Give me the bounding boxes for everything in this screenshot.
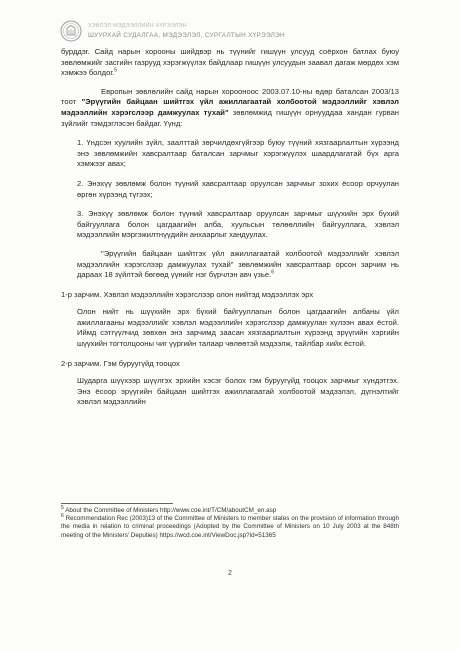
footnote-5: $^5$ About the Committee of Ministers http://www.coe.int/T/CM/aboutCM_en.asp xyxy=(61,504,277,514)
footnotes xyxy=(61,503,399,540)
footnote-6: $^6$ Recommendation Rec (2003)13 of the Committee of Ministers to member states on the provision of information through the media in relation to criminal proceedings (Adopted by the Committee of Ministers on 10 July 2003 at the 848th meeting of the Ministers' Deputies) https://wcd.coe.int/ViewDoc.jsp?id=51365 xyxy=(61,513,400,539)
recommendation-title: "Эрүүгийн байцаан шийтгэх үйл ажиллагаатай холбоотой мэдээллийг хэвлэл мэдээллийн хэрэгслээр дамжуулах тухай" xyxy=(61,97,399,117)
institute-emblem-icon xyxy=(60,20,82,42)
intro-paragraph: бурддэг. Сайд нарын хорооны шийдвэр нь түүнийг гишүүн улсууд соёрхон батлах буюу зөвлөмжийг засгийн газрууд хэрэгжүүлэх байдлаар гишүүн улсуудын заавал дагаж мөрдөх хэм хэмжээ болдог.$^5$ xyxy=(61,47,399,78)
principle-2-text: Шударга шүүхээр шүүлгэх эрхийн хэсэг болох гэм буруугүйд тооцох зарчмыг хүндэтгэх. Энэ ёсоор эрүүгийн байцаан шийтгэх ажиллагаатай холбоотой мэдээлэл, дүгнэлтийг хэвлэл мэдээллийн xyxy=(77,376,399,407)
page-header xyxy=(60,18,285,44)
principles-intro-paragraph: "Эрүүгийн байцаан шийтгэх үйл ажиллагаатай холбоотой мэдээллийг хэвлэл мэдээллийн хэрэгслээр дамжуулах тухай" зөвлөмжийн хавсралтаар орсон зарчим нь дараах 18 зүйлтэй бөгөөд үүнийг нэг бүрчлэн авч үзье.$^6$ xyxy=(77,248,399,280)
header-text xyxy=(88,22,285,40)
principle-1-text: Олон нийт нь шүүхийн эрх бүхий байгууллагын болон цагдаагийн албаны үйл ажиллагааны мэдээллийг хэвлэл мэдээллийн хэрэгслээр дамжуулан хүлээн авах ёстой. Иймд сэтгүүлчид зөвхөн энэ зарчимд заасан хязгаарлалтын хүрээнд эрүүгийн хэргийн шүүхийн тогтолцооны чиг үүргийн талаар чөлөөтэй мэдээлж, тайлбар хийх ёстой. xyxy=(77,307,399,349)
point-1: 1. Үндсэн хуулийн зүйл, заалттай зөрчилдөхгүйгээр буюу түүний хязгаарлалтын хүрээнд энэ зөвлөмжийн хавсралтаар баталсан зарчмыг хэрэгжүүлэх шаардлагатай бүх арга хэмжээг авах; xyxy=(77,138,399,169)
page-number: 2 xyxy=(228,570,232,577)
footnote-divider xyxy=(61,503,173,504)
principle-1-title: 1-р зарчим. Хэвлэл мэдээллийн хэрэгслээр олон нийтэд мэдээллэх эрх xyxy=(61,289,314,299)
footnote-ref-6[interactable]: 6 xyxy=(271,269,274,276)
header-top-line: ХЭВЛЭЛ МЭДЭЭЛЛИЙН ХҮРЭЭЛЭН xyxy=(88,23,187,29)
point-3: 3. Энэхүү зөвлөмж болон түүний хавсралтаар оруулсан зарчмыг шүүхийн эрх бүхий байгууллага болон цагдаагийн алба, хуульсын төлөөллийн байгууллага, хэвлэл мэдээллийн мэргэжилтнүүдийн анхаарлыг хандуулах. xyxy=(77,209,399,240)
principle-2-title: 2-р зарчим. Гэм буруугүйд тооцох xyxy=(61,358,180,368)
point-2: 2. Энэхүү зөвлөмж болон түүний хавсралтаар оруулсан зарчмыг зохих ёсоор орчуулан өргөн хүрээнд түгээх; xyxy=(77,178,399,199)
european-council-paragraph: Европын зөвлөлийн сайд нарын хорооноос 2003.07.10-ны өдөр баталсан 2003/13 тоот "Эрүүгийн байцаан шийтгэх үйл ажиллагаатай холбоотой мэдээллийг хэвлэл мэдээллийн хэрэгслээр дамжуулах тухай" зөвлөмжид гишүүн орнууддаа хандан гурван зүйлийг тэмдэглэсэн байдаг. Үүнд: xyxy=(61,86,400,128)
header-org-name: ШУУРХАЙ СУДАЛГАА, МЭДЭЭЛЭЛ, СУРГАЛТЫН ХҮРЭЭЛЭН xyxy=(88,32,285,39)
footnote-ref-5[interactable]: 5 xyxy=(114,67,118,74)
document-body xyxy=(61,47,399,408)
